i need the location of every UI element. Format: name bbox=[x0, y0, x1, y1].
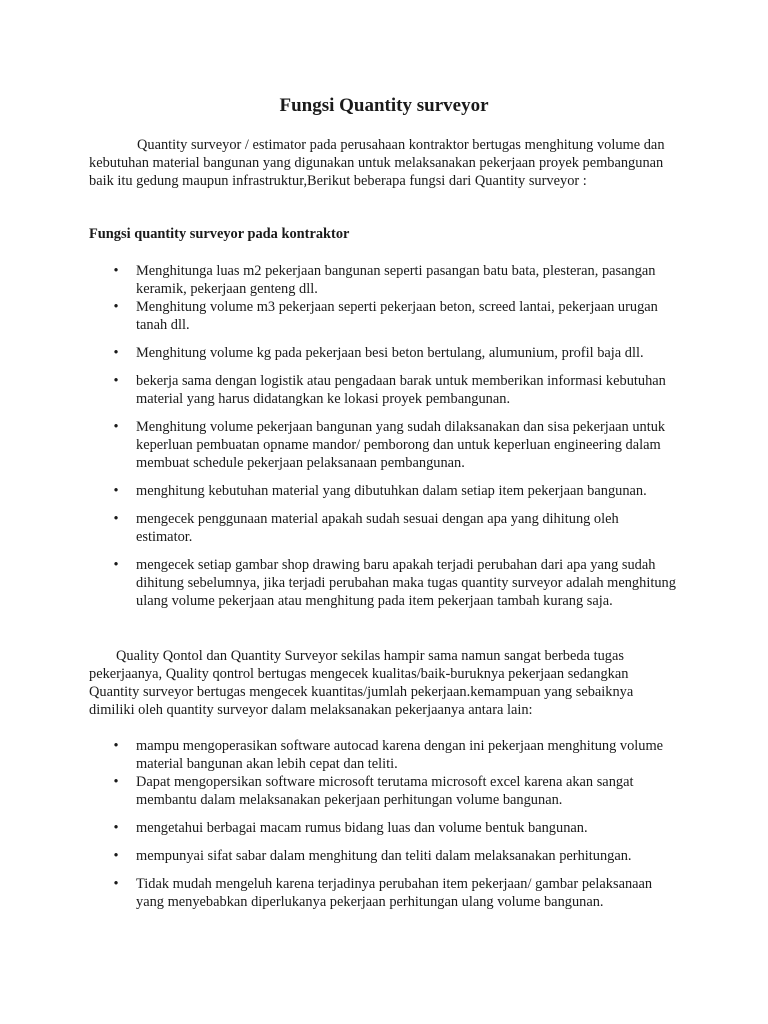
list-item bbox=[0, 737, 676, 773]
bullet-icon: • bbox=[113, 419, 119, 435]
list-item-text: mempunyai sifat sabar dalam menghitung dan teliti dalam melaksanakan perhitungan. bbox=[136, 848, 632, 864]
list-item bbox=[0, 819, 676, 837]
list-item bbox=[0, 510, 676, 546]
qc-vs-qs-text: Quality Qontol dan Quantity Surveyor sekilas hampir sama namun sangat berbeda tugas pekerjaanya, Quality qontrol bertugas mengecek kualitas/baik-buruknya pekerjaan sedangkan Quantity surveyor bertugas mengecek kuantitas/jumlah pekerjaan.kemampuan yang sebaiknya dimiliki oleh quantity surveyor dalam melaksanakan pekerjaanya antara lain: bbox=[89, 648, 634, 718]
section-subheading: Fungsi quantity surveyor pada kontraktor bbox=[89, 226, 350, 242]
list-item bbox=[0, 875, 676, 911]
qc-vs-qs-paragraph bbox=[89, 647, 679, 719]
list-item bbox=[0, 847, 676, 865]
list-item-text: Dapat mengopersikan software microsoft terutama microsoft excel karena akan sangat membantu dalam melaksanakan pekerjaan perhitungan volume bangunan. bbox=[136, 774, 634, 808]
list-item-text: Menghitung volume m3 pekerjaan seperti pekerjaan beton, screed lantai, pekerjaan urugan tanah dll. bbox=[136, 299, 658, 333]
bullet-icon: • bbox=[113, 373, 119, 389]
bullet-icon: • bbox=[113, 820, 119, 836]
bullet-icon: • bbox=[113, 483, 119, 499]
intro-text: Quantity surveyor / estimator pada perusahaan kontraktor bertugas menghitung volume dan kebutuhan material bangunan yang digunakan untuk melaksanakan pekerjaan proyek pembangunan baik itu gedung maupun infrastruktur,Berikut beberapa fungsi dari Quantity surveyor : bbox=[89, 137, 665, 189]
list-item-text: mengecek setiap gambar shop drawing baru apakah terjadi perubahan dari apa yang sudah dihitung sebelumnya, jika terjadi perubahan maka tugas quantity surveyor adalah menghitung ulang volume pekerjaan atau menghitung pada item pekerjaan tambah kurang saja. bbox=[136, 557, 676, 609]
list-item-text: mengecek penggunaan material apakah sudah sesuai dengan apa yang dihitung oleh estimator. bbox=[136, 511, 619, 545]
skills-list bbox=[0, 737, 676, 911]
list-item-text: mampu mengoperasikan software autocad karena dengan ini pekerjaan menghitung volume material bangunan akan lebih cepat dan teliti. bbox=[136, 738, 664, 772]
list-item bbox=[0, 482, 676, 500]
bullet-icon: • bbox=[113, 876, 119, 892]
bullet-icon: • bbox=[113, 345, 119, 361]
list-item bbox=[0, 298, 676, 334]
bullet-icon: • bbox=[113, 774, 119, 790]
list-item-text: Tidak mudah mengeluh karena terjadinya perubahan item pekerjaan/ gambar pelaksanaan yang menyebabkan diperlukanya pekerjaan perhitungan ulang volume bangunan. bbox=[136, 876, 653, 910]
bullet-icon: • bbox=[113, 299, 119, 315]
list-item bbox=[0, 372, 676, 408]
list-item-text: Menghitung volume pekerjaan bangunan yang sudah dilaksanakan dan sisa pekerjaan untuk keperluan pembuatan opname mandor/ pemborong dan untuk keperluan engineering dalam membuat schedule pekerjaan pelaksanaan pembangunan. bbox=[136, 419, 666, 471]
list-item bbox=[0, 262, 676, 298]
list-item bbox=[0, 344, 676, 362]
bullet-icon: • bbox=[113, 511, 119, 527]
bullet-icon: • bbox=[113, 738, 119, 754]
list-item bbox=[0, 556, 676, 610]
bullet-icon: • bbox=[113, 848, 119, 864]
contractor-functions-list bbox=[0, 262, 676, 610]
document-title: Fungsi Quantity surveyor bbox=[279, 95, 489, 116]
list-item-text: mengetahui berbagai macam rumus bidang luas dan volume bentuk bangunan. bbox=[136, 820, 588, 836]
list-item-text: bekerja sama dengan logistik atau pengadaan barak untuk memberikan informasi kebutuhan material yang harus didatangkan ke lokasi proyek pembangunan. bbox=[136, 373, 666, 407]
list-item-text: Menghitung volume kg pada pekerjaan besi beton bertulang, alumunium, profil baja dll. bbox=[136, 345, 644, 361]
list-item bbox=[0, 773, 676, 809]
list-item-text: menghitung kebutuhan material yang dibutuhkan dalam setiap item pekerjaan bangunan. bbox=[136, 483, 647, 499]
bullet-icon: • bbox=[113, 263, 119, 279]
list-item-text: Menghitunga luas m2 pekerjaan bangunan seperti pasangan batu bata, plesteran, pasangan keramik, pekerjaan genteng dll. bbox=[136, 263, 656, 297]
list-item bbox=[0, 418, 676, 472]
intro-paragraph bbox=[89, 136, 679, 190]
bullet-icon: • bbox=[113, 557, 119, 573]
